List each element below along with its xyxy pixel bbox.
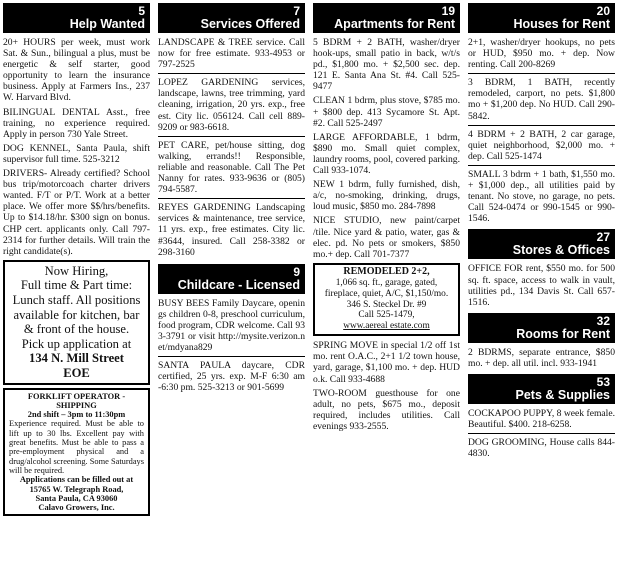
hiring-address: 134 N. Mill Street	[29, 351, 124, 366]
classified-ad: DRIVERS- Already certified? School bus trip/motorcoach charter drivers wanted. F/T or P/T. Work at a better place. We offer more $$/hrs/benefits. Up to $14.18/hr. $300 sign on bonus. CHP cert. applicants only. Call 797-2314 for further details. Will train the right candidate(s).	[3, 168, 150, 257]
hiring-eoe: EOE	[63, 365, 90, 380]
section-title: Rooms for Rent	[516, 326, 610, 341]
section-title: Childcare - Licensed	[177, 277, 300, 292]
ad-divider	[468, 125, 615, 126]
section-number: 27	[596, 230, 610, 245]
classified-ad: 20+ HOURS per week, must work Sat. & Sun., bilingual a plus, must be energetic & self starter, good opportunity to learn the insurance business. Apply at Farmers Ins., 237 W. Harvard Blvd.	[3, 37, 150, 104]
section-number: 32	[596, 313, 610, 328]
section-number: 20	[596, 4, 610, 18]
section-number: 19	[441, 4, 455, 18]
classified-ad: 4 BDRM + 2 BATH, 2 car garage, quiet neighborhood, $2,000 mo. + dep. Call 525-1474	[468, 128, 615, 162]
hiring-display-ad	[3, 260, 150, 385]
remodeled-line: Call 525-1479,	[358, 310, 415, 321]
forklift-title: FORKLIFT OPERATOR -	[27, 391, 126, 401]
classified-ad: 3 BDRM, 1 BATH, recently remodeled, carport, no pets. $1,800 mo + $1,200 dep. No HUD. Call 290-5842.	[468, 77, 615, 122]
remodeled-line: 346 S. Steckel Dr. #9	[346, 299, 427, 310]
hiring-line: Full time & Part time:	[20, 278, 133, 293]
ad-divider	[158, 198, 305, 199]
classified-ad: BUSY BEES Family Daycare, openings children 0-8, preschool curriculum, food program, CDR welcome. Call 933-3791 or visit http://mysite.verizon.net/mdyana829	[158, 297, 305, 354]
section-header-services	[158, 3, 305, 33]
classified-ad: BILINGUAL DENTAL Asst., free training, no experience required. Apply in person 730 Yale Street.	[3, 106, 150, 140]
hiring-line: Lunch staff. All positions	[12, 292, 141, 307]
forklift-apply: Applications can be filled out at	[19, 475, 134, 485]
classified-ad: NEW 1 bdrm, fully furnished, dish, a/c, no-smoking, drinking, drugs, loud music, $850 mo. 284-7898	[313, 179, 460, 213]
section-number: 9	[293, 264, 300, 279]
section-title: Apartments for Rent	[334, 17, 455, 31]
classified-ad: DOG GROOMING, House calls 844-4830.	[468, 437, 615, 460]
ad-divider	[468, 73, 615, 74]
section-number: 7	[293, 4, 300, 18]
section-title: Houses for Rent	[513, 17, 610, 31]
section-number: 53	[596, 374, 610, 389]
classified-ad: LARGE AFFORDABLE, 1 bdrm, $890 mo. Small quiet complex, laundry rooms, pool, covered parking. Call 933-1074.	[313, 131, 460, 177]
forklift-title: SHIPPING	[56, 400, 97, 410]
section-number: 5	[138, 4, 145, 18]
ad-divider	[468, 165, 615, 166]
classified-ad: NICE STUDIO, new paint/carpet /tile. Nice yard & patio, water, gas & elec. pd. No pets or smokers, $850 mo.+ dep. Call 701-7377	[313, 215, 460, 260]
section-header-apartments	[313, 3, 460, 33]
section-title: Services Offered	[200, 17, 300, 31]
forklift-hours: 2nd shift – 3pm to 11:30pm	[27, 410, 126, 420]
section-title: Pets & Supplies	[515, 387, 610, 402]
section-header-rooms	[468, 313, 615, 343]
ad-divider	[158, 136, 305, 137]
classified-ad: COCKAPOO PUPPY, 8 week female. Beautiful. $400. 218-6258.	[468, 407, 615, 431]
forklift-body: Experience required. Must be able to lift up to 30 lbs. Excellent pay with great benefits. Must be able to pass a pre-employment physical and a drug/alcohol screening. Some Saturdays will be required.	[9, 419, 144, 475]
remodeled-head: REMODELED 2+2,	[343, 265, 430, 277]
column-help-wanted	[3, 3, 150, 516]
section-header-pets	[468, 374, 615, 404]
classified-ad: CLEAN 1 bdrm, plus stove, $785 mo. + $800 dep. 413 Sycamore St. Apt. #2. Call 525-2497	[313, 95, 460, 129]
section-title: Help Wanted	[69, 17, 145, 31]
forklift-apply: 15765 W. Telegraph Road,	[29, 484, 124, 494]
forklift-apply: Santa Paula, CA 93060	[35, 493, 118, 503]
classified-ad: DOG KENNEL, Santa Paula, shift supervisor full time. 525-3212	[3, 142, 150, 165]
ad-divider	[158, 356, 305, 357]
classified-ad: OFFICE FOR rent, $550 mo. for 500 sq. ft. space, access to walk in vault, utilities pd., 134 Davis St. Call 657-1516.	[468, 263, 615, 308]
remodeled-display-ad	[313, 263, 460, 336]
classified-ad: SANTA PAULA daycare, CDR certified, 25 yrs. exp. M-F 6:30 am -6:30 pm. 525-3213 or 901-5699	[158, 360, 305, 394]
remodeled-line: 1,066 sq. ft., garage, gated,	[335, 277, 438, 288]
remodeled-line: fireplace, quiet, A/C, $1,150/mo.	[324, 288, 449, 299]
hiring-line: available for kitchen, bar	[13, 307, 140, 322]
hiring-line: Pick up application at	[21, 336, 132, 351]
section-header-childcare	[158, 264, 305, 294]
section-header-houses	[468, 3, 615, 33]
column-houses	[468, 3, 615, 462]
forklift-apply: Calavo Growers, Inc.	[38, 503, 115, 513]
column-apartments	[313, 3, 460, 435]
section-title: Stores & Offices	[512, 243, 610, 258]
classified-ad: REYES GARDENING Landscaping services & maintenance, tree service, 11 yrs. exp., free estimates. City lic. #3644, insured. Call 258-3382 or 298-3160	[158, 202, 305, 258]
classified-ad: TWO-ROOM guesthouse for one adult, no pets, $675 mo., deposit required, includes utilities. Call evenings 933-2555.	[313, 387, 460, 432]
classified-ad: SMALL 3 bdrm + 1 bath, $1,550 mo. + $1,000 dep., all utilities paid by tenant. No stove, no garage, no pets. Call 524-0474 or 990-1545 or 990-1546.	[468, 168, 615, 225]
classified-ad: LOPEZ GARDENING services, landscape, lawns, tree trimming, yard cleaning, irrigation, 20 yrs. exp., free est. City lic. 056124. Call cell 889-9209 or 983-6618.	[158, 77, 305, 133]
ad-divider	[468, 433, 615, 434]
classified-ad: 5 BDRM + 2 BATH, washer/dryer hook-ups, small patio in back, w/t/s pd., $1,800 mo. + $2,500 sec. dep. 121 E. Santa Ana St. #4. Call 525-9477	[313, 37, 460, 93]
column-services	[158, 3, 305, 396]
remodeled-website-link[interactable]: www.aereal estate.com	[343, 321, 430, 332]
classified-ad: SPRING MOVE in special 1/2 off 1st mo. rent O.A.C., 2+1 1/2 town house, yard, garage, $1,100 mo. + dep. HUD o.k. Call 933-4688	[313, 340, 460, 385]
forklift-display-ad	[3, 388, 150, 517]
ad-divider	[158, 73, 305, 74]
section-header-help-wanted	[3, 3, 150, 33]
classified-ad: PET CARE, pet/house sitting, dog walking, errands!! Responsible, reliable and reasonable. Call The Pet Nanny for rates. 933-9636 or (805) 794-5587.	[158, 139, 305, 196]
hiring-line: Now Hiring,	[44, 263, 109, 278]
classified-ad: LANDSCAPE & TREE service. Call now for free estimate. 933-4953 or 797-2525	[158, 37, 305, 71]
classified-ad: 2 BDRMS, separate entrance, $850 mo. + dep. all util. incl. 933-1941	[468, 346, 615, 369]
section-header-stores	[468, 229, 615, 259]
hiring-line: & front of the house.	[23, 322, 130, 337]
classified-ad: 2+1, washer/dryer hookups, no pets or HUD, $950 mo. + dep. Now renting. Call 200-8269	[468, 37, 615, 71]
